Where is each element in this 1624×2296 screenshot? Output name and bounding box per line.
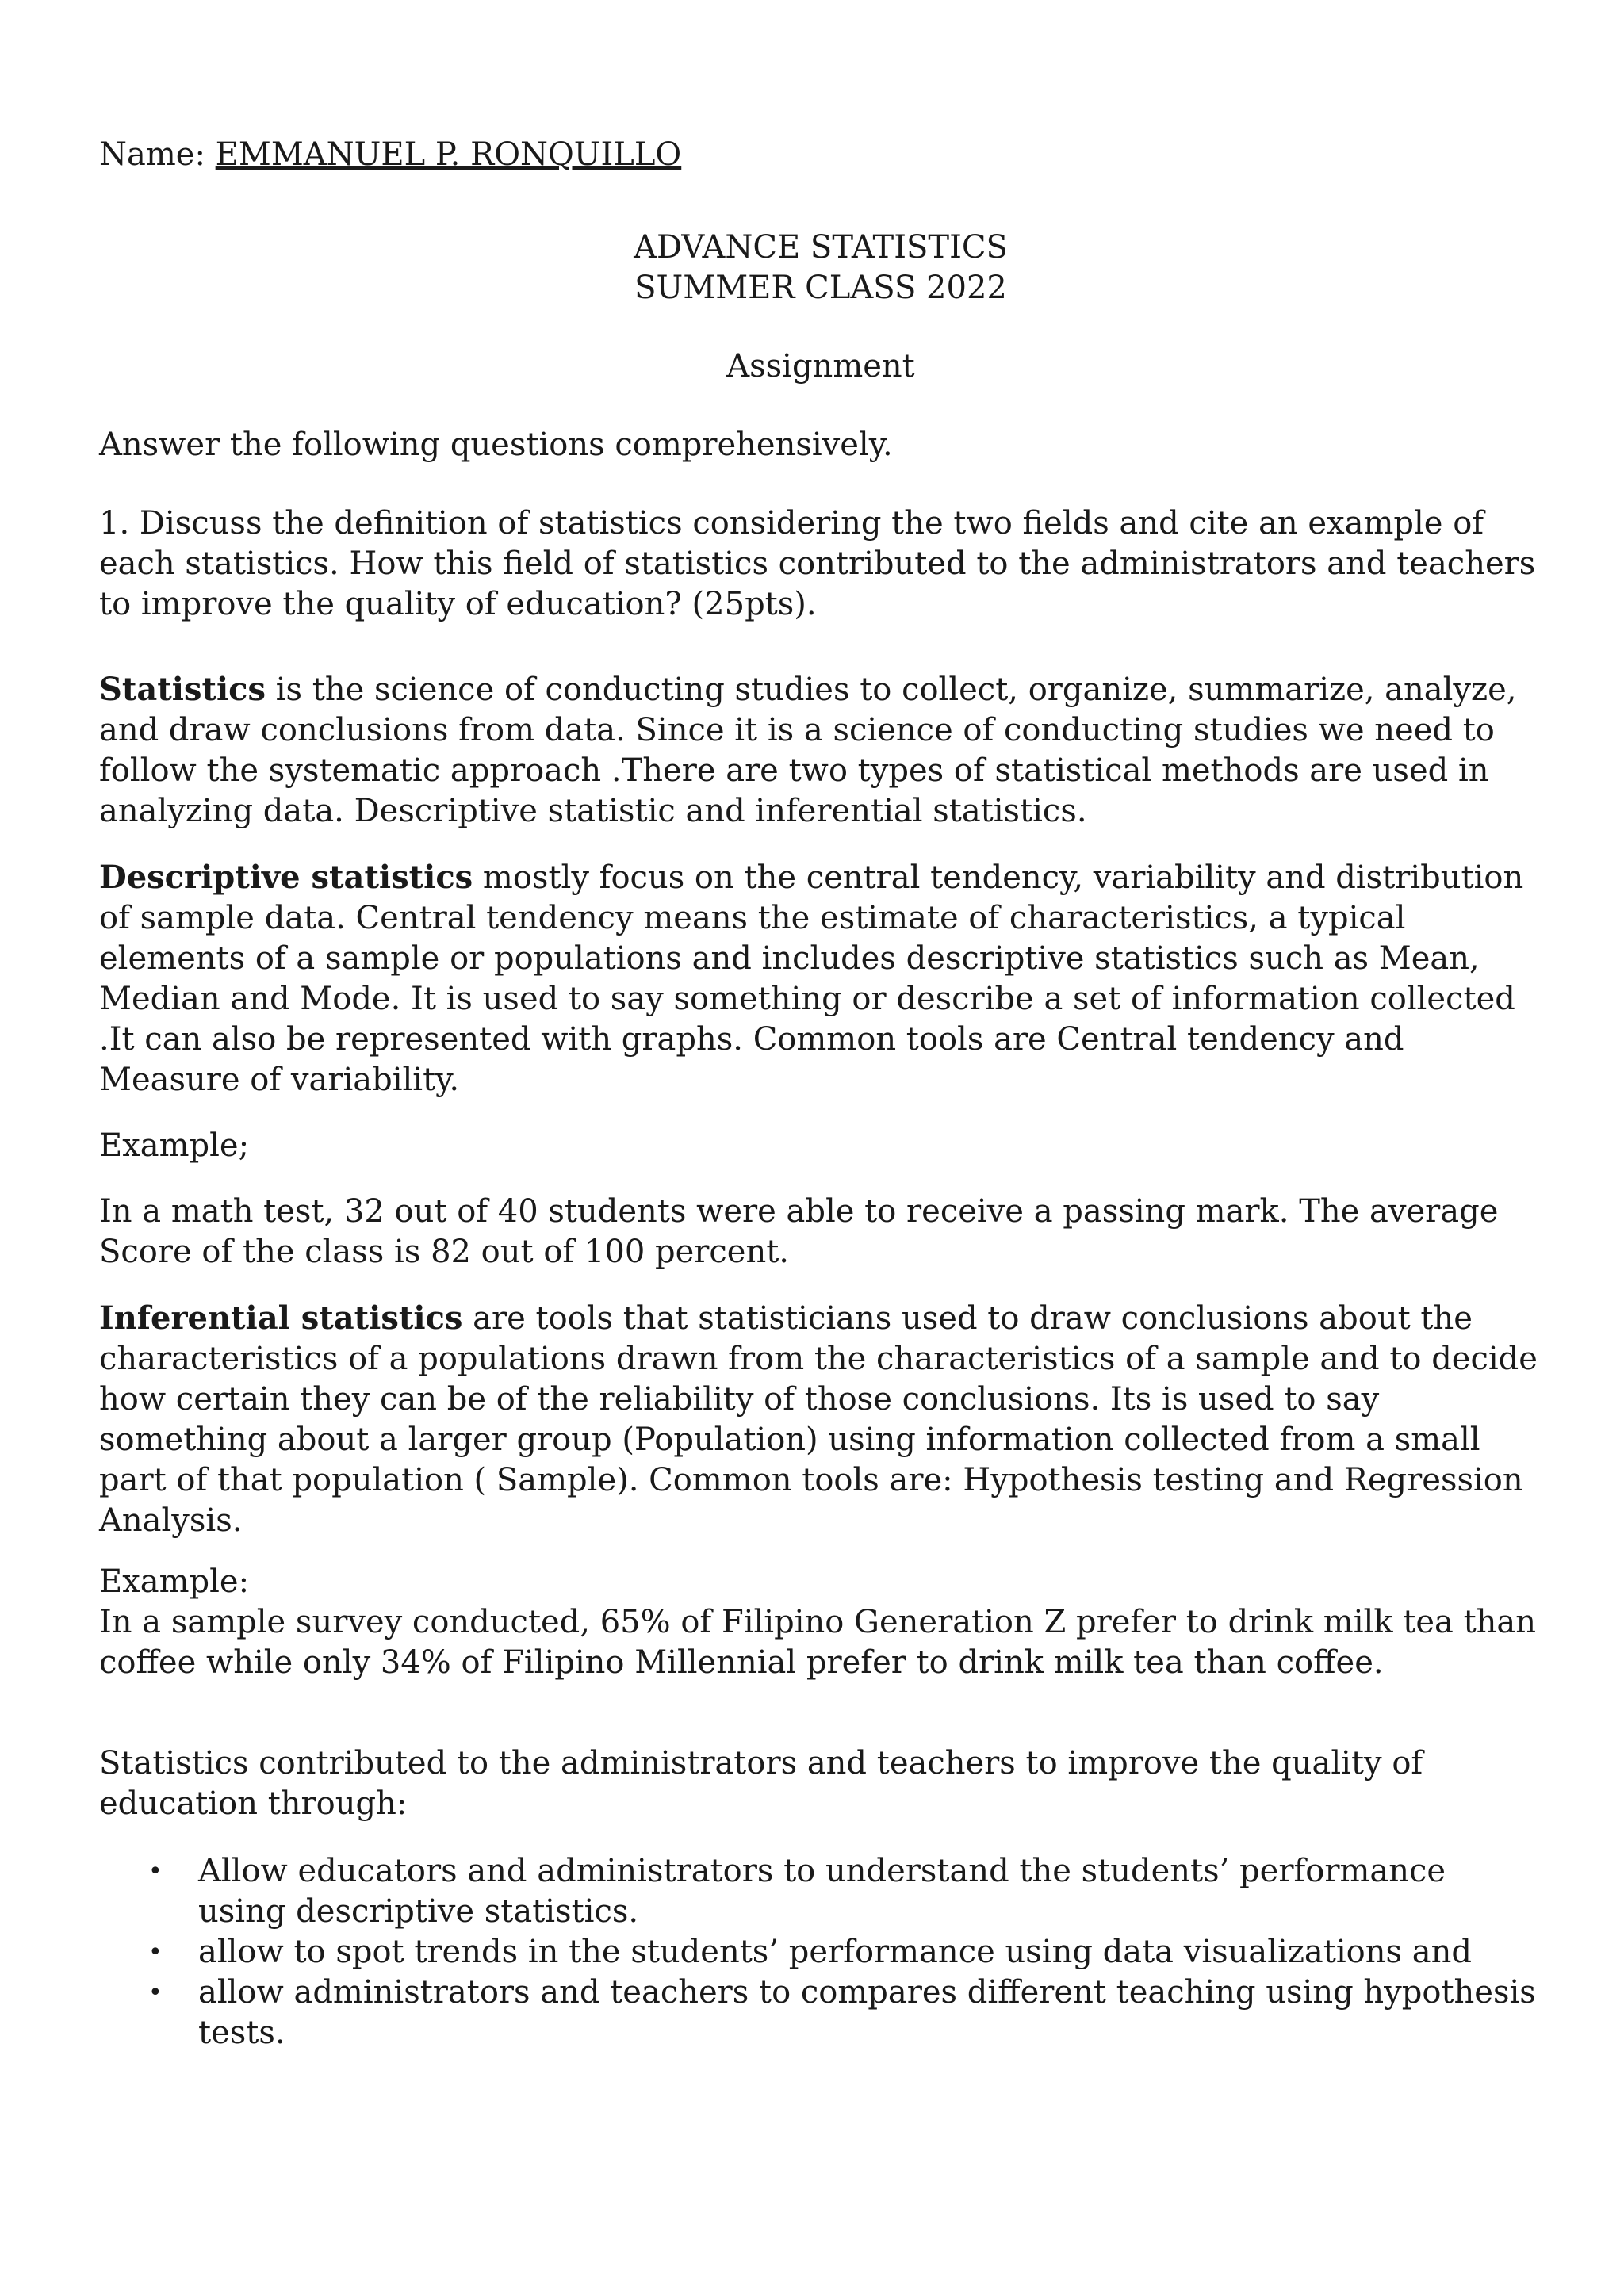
document-heading: Assignment: [726, 348, 915, 385]
bullet-icon: •: [148, 1938, 163, 1966]
name-label: Name:: [99, 136, 205, 173]
bullet-icon: •: [148, 1979, 163, 2007]
list-item-text: Allow educators and administrators to understand the students’ performance using descriptive statistics.: [198, 1853, 1446, 1930]
list-item: [99, 1932, 1542, 1973]
descriptive-text: mostly focus on the central tendency, variability and distribution of sample data. Central tendency means the estimate of characteristics, a typical elements of a sample or populations and includes descriptive statistics such as Mean, Median and Mode. It is used to say something or describe a set of information collected .It can also be represented with graphs. Common tools are Central tendency and Measure of variability.: [99, 859, 1524, 1098]
descriptive-example-text: In a math test, 32 out of 40 students were able to receive a passing mark. The average Score of the class is 82 out of 100 percent.: [99, 1193, 1499, 1270]
bullet-icon: •: [148, 1858, 163, 1885]
course-title: ADVANCE STATISTICS: [634, 229, 1008, 266]
descriptive-term: Descriptive statistics: [99, 859, 473, 896]
contribution-list: [99, 1851, 1542, 2053]
list-item: [99, 1973, 1542, 2053]
statistics-text: is the science of conducting studies to collect, organize, summarize, analyze, and draw conclusions from data. Since it is a science of conducting studies we need to follow the systematic approach .There are two types of statistical methods are used in analyzing data. Descriptive statistic and inferential statistics.: [99, 672, 1517, 829]
inferential-text: are tools that statisticians used to draw conclusions about the characteristics of a populations drawn from the characteristics of a sample and to decide how certain they can be of the reliability of those conclusions. Its is used to say something about a larger group (Population) using information collected from a small part of that population ( Sample). Common tools are: Hypothesis testing and Regression Analysis.: [99, 1300, 1538, 1539]
statistics-term: Statistics: [99, 671, 266, 708]
question-1: 1. Discuss the definition of statistics considering the two fields and cite an example of each statistics. How this field of statistics contributed to the administrators and teachers to improve the quality of education? (25pts).: [99, 505, 1536, 622]
list-item-text: allow administrators and teachers to compares different teaching using hypothesis tests.: [198, 1974, 1536, 2051]
list-item-text: allow to spot trends in the students’ performance using data visualizations and: [198, 1934, 1472, 1970]
inferential-paragraph: [99, 1298, 1542, 1541]
statistics-paragraph: [99, 669, 1542, 832]
inferential-example-text: In a sample survey conducted, 65% of Filipino Generation Z prefer to drink milk tea than coffee while only 34% of Filipino Millennial prefer to drink milk tea than coffee.: [99, 1604, 1537, 1681]
course-term: SUMMER CLASS 2022: [634, 270, 1007, 306]
inferential-example-label: Example:: [99, 1563, 250, 1600]
student-name: EMMANUEL P. RONQUILLO: [215, 136, 682, 173]
descriptive-paragraph: [99, 857, 1542, 1100]
inferential-term: Inferential statistics: [99, 1299, 463, 1337]
list-item: [99, 1851, 1542, 1932]
contribution-intro: Statistics contributed to the administrators and teachers to improve the quality of education through:: [99, 1745, 1423, 1822]
document-content: [99, 135, 1542, 2053]
student-name-line: [99, 135, 1542, 175]
descriptive-example-label: Example;: [99, 1127, 250, 1164]
instruction-text: Answer the following questions comprehensively.: [99, 427, 893, 463]
